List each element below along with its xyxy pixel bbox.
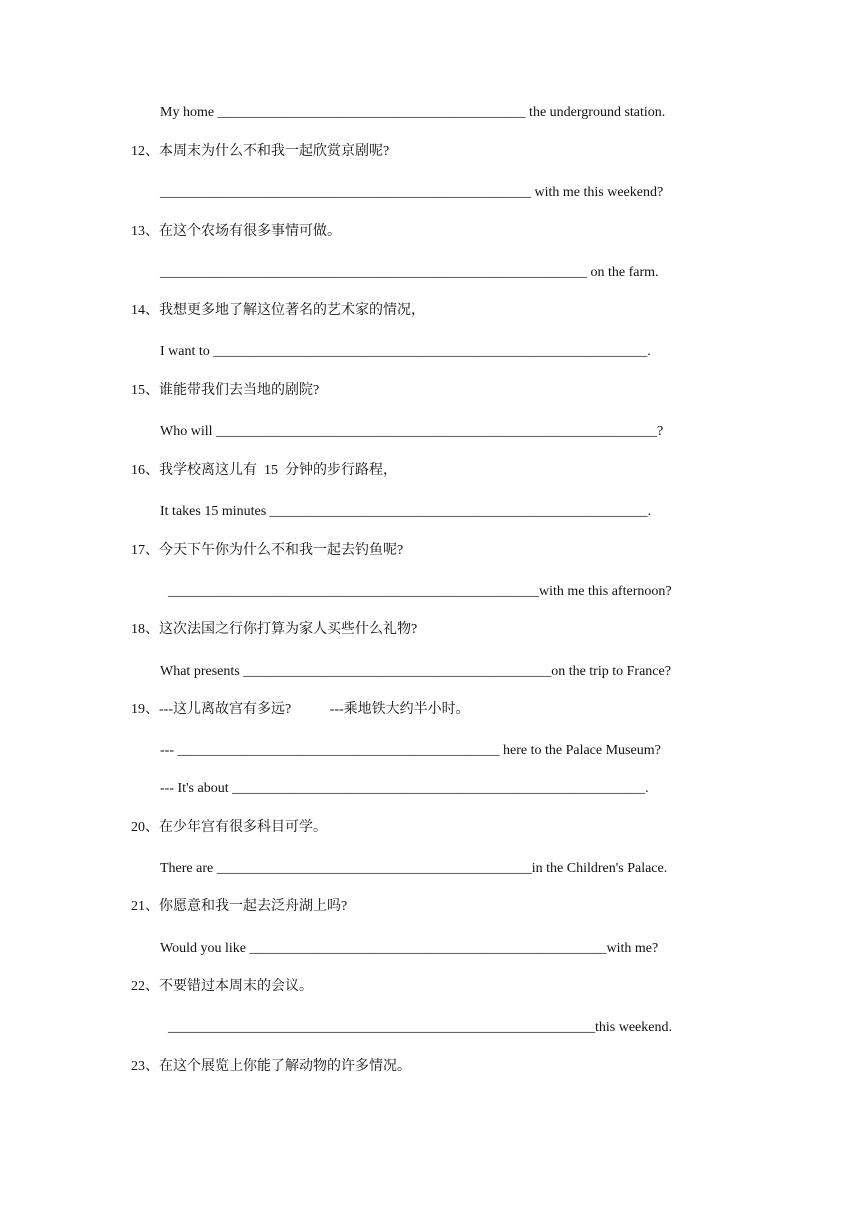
answer-line-14: I want to ______________________________________________________________.: [160, 344, 651, 359]
answer-line-13: _____________________________________________________________ on the farm.: [160, 265, 659, 280]
answer-line-11: My home ____________________________________________ the underground station.: [160, 105, 666, 120]
question-23: 23、在这个展览上你能了解动物的许多情况。: [131, 1059, 411, 1074]
answer-line-20: There are _____________________________________________in the Children's Palace.: [160, 861, 668, 876]
question-22: 22、不要错过本周末的会议。: [131, 979, 313, 994]
answer-line-22: _____________________________________________________________this weekend.: [168, 1020, 672, 1035]
question-19: 19、---这儿离故宫有多远? ---乘地铁大约半小时。: [131, 702, 470, 717]
question-17: 17、今天下午你为什么不和我一起去钓鱼呢?: [131, 543, 404, 558]
answer-line-17: _____________________________________________________with me this afternoon?: [168, 584, 672, 599]
question-15: 15、谁能带我们去当地的剧院?: [131, 383, 320, 398]
question-20: 20、在少年宫有很多科目可学。: [131, 820, 327, 835]
answer-line-18: What presents ____________________________________________on the trip to France?: [160, 664, 671, 679]
answer-line-15: Who will _______________________________________________________________?: [160, 424, 664, 439]
question-21: 21、你愿意和我一起去泛舟湖上吗?: [131, 899, 348, 914]
question-16: 16、我学校离这儿有 15 分钟的步行路程，: [131, 463, 397, 478]
question-18: 18、这次法国之行你打算为家人买些什么礼物?: [131, 622, 418, 637]
answer-line-12: _____________________________________________________ with me this weekend?: [160, 185, 664, 200]
answer-line-19a: --- ______________________________________________ here to the Palace Museum?: [160, 743, 661, 758]
answer-line-19b: --- It's about ___________________________________________________________.: [160, 781, 649, 796]
answer-line-21: Would you like ___________________________________________________with me?: [160, 941, 659, 956]
answer-line-16: It takes 15 minutes ______________________________________________________.: [160, 504, 652, 519]
question-13: 13、在这个农场有很多事情可做。: [131, 224, 341, 239]
question-12: 12、本周末为什么不和我一起欣赏京剧呢?: [131, 144, 390, 159]
question-14: 14、我想更多地了解这位著名的艺术家的情况，: [131, 303, 425, 318]
